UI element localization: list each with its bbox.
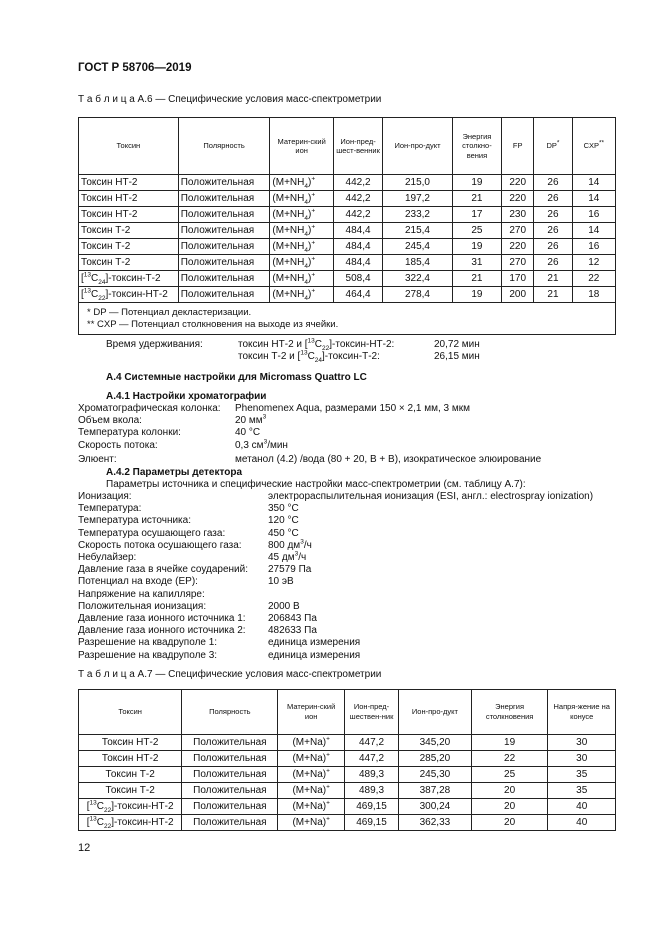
cell-toxin: Токсин НТ-2	[79, 207, 179, 223]
cell-parent: $(M+NH_4)^+$	[270, 175, 333, 191]
cell-energy: 19	[452, 175, 501, 191]
setting-value: 45 $дм^3/ч$	[268, 550, 307, 563]
cell-precursor: 469,15	[344, 799, 398, 815]
cell-product: 300,24	[399, 799, 472, 815]
setting-key: Элюент:	[78, 454, 117, 465]
cell-toxin: Токсин Т-2	[79, 255, 179, 271]
cell-parent: $(M+NH_4)^+$	[270, 239, 333, 255]
table-row	[79, 191, 616, 207]
cell-toxin: Токсин НТ-2	[79, 191, 179, 207]
retention-line1-value: 20,72 мин	[434, 339, 480, 350]
table7	[78, 689, 616, 831]
setting-key: Давление газа в ячейке соударений:	[78, 564, 248, 576]
col-dp-label: DP	[546, 141, 557, 151]
section-a4-title: А.4 Системные настройки для Micromass Quattro LC	[106, 372, 367, 383]
cell-product: 322,4	[383, 271, 453, 287]
cell-cone: 30	[548, 751, 616, 767]
cell-fp: 270	[502, 223, 534, 239]
table6-footnotes	[79, 303, 616, 335]
cell-energy: 22	[471, 751, 548, 767]
cell-energy: 20	[471, 783, 548, 799]
col-toxin: Токсин	[79, 690, 182, 735]
setting-key: Скорость потока:	[78, 439, 158, 451]
cell-parent: (M+Na)+	[278, 815, 344, 831]
cell-fp: 220	[502, 175, 534, 191]
cell-parent: (M+Na)+	[278, 767, 344, 783]
table-row	[79, 735, 616, 751]
cell-cxp: 14	[572, 175, 615, 191]
cell-fp: 220	[502, 239, 534, 255]
table-row	[79, 767, 616, 783]
table-row	[79, 207, 616, 223]
cell-cone: 30	[548, 735, 616, 751]
setting-key: Хроматографическая колонка:	[78, 403, 221, 414]
table7-body	[79, 735, 616, 831]
cell-toxin: Токсин Т-2	[79, 223, 179, 239]
table-row	[79, 287, 616, 303]
cell-precursor: 447,2	[344, 751, 398, 767]
cell-toxin: $[^{13}C_{24}]-токсин-Т-2$	[79, 271, 179, 287]
cell-dp: 26	[534, 255, 572, 271]
col-cone-voltage: Напря-жение на конусе	[548, 690, 616, 735]
cell-product: 245,4	[383, 239, 453, 255]
setting-value: метанол (4.2) /вода (80 + 20, В + В), изократическое элюирование	[235, 454, 542, 465]
setting-value: единица измерения	[268, 637, 361, 649]
retention-line2-text: токсин Т-2 и $[^{13}C_{24}]-токсин-Т-2$:	[238, 349, 380, 364]
cell-dp: 26	[534, 223, 572, 239]
setting-key: Потенциал на входе (ЕР):	[78, 576, 198, 588]
footnote-dp: * DP — Потенциал декластеризации.	[87, 306, 252, 318]
cell-parent: (M+Na)+	[278, 751, 344, 767]
cell-energy: 21	[452, 191, 501, 207]
setting-key: Ионизация:	[78, 491, 132, 502]
cell-polarity: Положительная	[178, 271, 270, 287]
cell-precursor: 489,3	[344, 783, 398, 799]
setting-key: Скорость потока осушающего газа:	[78, 539, 242, 551]
table6-header-row	[79, 118, 616, 175]
setting-key: Температура источника:	[78, 515, 191, 527]
col-parent-ion: Материн-ский ион	[270, 118, 333, 175]
cell-cone: 35	[548, 783, 616, 799]
setting-value: Phenomenex Aqua, размерами 150 × 2,1 мм, 3 мкм	[235, 403, 470, 414]
cell-cone: 35	[548, 767, 616, 783]
setting-key: Небулайзер:	[78, 552, 137, 563]
cell-parent: $(M+NH_4)^+$	[270, 287, 333, 303]
cell-fp: 230	[502, 207, 534, 223]
col-polarity: Полярность	[178, 118, 270, 175]
col-dp-mark: *	[556, 139, 560, 147]
setting-key: Разрешение на квадруполе 3:	[78, 649, 218, 661]
cell-energy: 20	[471, 815, 548, 831]
setting-value: 20 $мм^3$	[235, 413, 267, 427]
cell-cone: 40	[548, 815, 616, 831]
col-precursor-ion: Ион-пред-шествен-ник	[344, 690, 398, 735]
cell-cxp: 14	[572, 223, 615, 239]
cell-fp: 220	[502, 191, 534, 207]
table-row	[79, 783, 616, 799]
cell-precursor: 484,4	[333, 255, 382, 271]
col-collision-energy: Энергия столкновения	[471, 690, 548, 735]
setting-value: 350 °С	[268, 503, 299, 515]
table6-body	[79, 175, 616, 335]
cell-cxp: 22	[572, 271, 615, 287]
setting-value: 482633 Па	[268, 625, 317, 637]
cell-parent: (M+Na)+	[278, 783, 344, 799]
cell-energy: 20	[471, 799, 548, 815]
col-product-ion: Ион-про-дукт	[383, 118, 453, 175]
cell-product: 245,30	[399, 767, 472, 783]
setting-value: 10 эВ	[268, 576, 294, 588]
cell-dp: 21	[534, 287, 572, 303]
cell-polarity: Положительная	[182, 735, 278, 751]
table-row	[79, 239, 616, 255]
table-row	[79, 175, 616, 191]
cell-energy: 25	[471, 767, 548, 783]
cell-precursor: 469,15	[344, 815, 398, 831]
cell-dp: 26	[534, 207, 572, 223]
cell-dp: 26	[534, 175, 572, 191]
footnote-cxp: ** CXP — Потенциал столкновения на выходе из ячейки.	[87, 318, 339, 330]
cell-precursor: 484,4	[333, 223, 382, 239]
cell-product: 233,2	[383, 207, 453, 223]
table7-header-row	[79, 690, 616, 735]
setting-value: 800 $дм^3/ч$	[268, 538, 312, 551]
table-row	[79, 271, 616, 287]
col-precursor-ion: Ион-пред-шест-венник	[333, 118, 382, 175]
col-dp	[534, 118, 572, 175]
cell-polarity: Положительная	[182, 783, 278, 799]
document-header: ГОСТ Р 58706—2019	[78, 62, 192, 74]
cell-precursor: 508,4	[333, 271, 382, 287]
cell-parent: $(M+NH_4)^+$	[270, 223, 333, 239]
cell-dp: 21	[534, 271, 572, 287]
cell-dp: 26	[534, 191, 572, 207]
cell-energy: 19	[471, 735, 548, 751]
setting-value: 0,3 $см^3$/мин	[235, 438, 288, 451]
table6	[78, 117, 616, 335]
cell-cxp: 14	[572, 191, 615, 207]
section-a42-title: А.4.2 Параметры детектора	[106, 467, 243, 478]
cell-toxin: $[^{13}C_{22}]-токсин-НТ-2$	[79, 287, 179, 303]
col-cxp	[572, 118, 615, 175]
cell-dp: 26	[534, 239, 572, 255]
cell-polarity: Положительная	[178, 207, 270, 223]
cell-parent: $(M+NH_4)^+$	[270, 255, 333, 271]
cell-cxp: 16	[572, 207, 615, 223]
page-number: 12	[78, 842, 91, 854]
setting-value: электрораспылительная ионизация (ESI, англ.: electrospray ionization)	[268, 491, 594, 502]
cell-precursor: 464,4	[333, 287, 382, 303]
cell-product: 345,20	[399, 735, 472, 751]
table-row	[79, 223, 616, 239]
cell-parent: $(M+NH_4)^+$	[270, 271, 333, 287]
cell-toxin: Токсин НТ-2	[79, 751, 182, 767]
table-row	[79, 255, 616, 271]
setting-value: 27579 Па	[268, 564, 312, 576]
cell-precursor: 489,3	[344, 767, 398, 783]
cell-parent: $(M+NH_4)^+$	[270, 191, 333, 207]
col-product-ion: Ион-про-дукт	[399, 690, 472, 735]
cell-fp: 200	[502, 287, 534, 303]
retention-line1-text: токсин НТ-2 и $[^{13}C_{22}]-токсин-НТ-2$:	[238, 337, 395, 352]
col-fp: FP	[502, 118, 534, 175]
cell-energy: 19	[452, 287, 501, 303]
setting-value: единица измерения	[268, 649, 361, 661]
cell-fp: 270	[502, 255, 534, 271]
cell-product: 387,28	[399, 783, 472, 799]
setting-key: Температура колонки:	[78, 427, 181, 439]
cell-product: 185,4	[383, 255, 453, 271]
setting-key: Температура:	[78, 503, 142, 515]
setting-value: 206843 Па	[268, 613, 317, 624]
cell-energy: 31	[452, 255, 501, 271]
cell-polarity: Положительная	[178, 175, 270, 191]
cell-toxin: $[^{13}C_{22}]-токсин-НТ-2$	[79, 799, 182, 815]
cell-toxin: Токсин Т-2	[79, 783, 182, 799]
setting-key: Напряжение на капилляре:	[78, 588, 205, 600]
cell-precursor: 442,2	[333, 191, 382, 207]
col-toxin: Токсин	[79, 118, 179, 175]
cell-precursor: 484,4	[333, 239, 382, 255]
setting-value: 2000 В	[268, 600, 300, 612]
col-cxp-mark: **	[598, 139, 605, 147]
cell-toxin: Токсин Т-2	[79, 239, 179, 255]
cell-polarity: Положительная	[182, 815, 278, 831]
setting-key: Давление газа ионного источника 2:	[78, 625, 246, 637]
cell-energy: 19	[452, 239, 501, 255]
cell-toxin: Токсин НТ-2	[79, 735, 182, 751]
cell-polarity: Положительная	[182, 799, 278, 815]
table-row	[79, 799, 616, 815]
footnote-cell	[79, 303, 616, 335]
setting-value: 450 °С	[268, 527, 299, 539]
cell-cone: 40	[548, 799, 616, 815]
cell-polarity: Положительная	[178, 191, 270, 207]
setting-key: Разрешение на квадруполе 1:	[78, 637, 218, 649]
col-parent-ion: Материн-ский ион	[278, 690, 344, 735]
cell-parent: (M+Na)+	[278, 799, 344, 815]
table7-caption: Т а б л и ц а А.7 — Специфические условия масс-спектрометрии	[78, 669, 382, 680]
setting-value: 120 °С	[268, 515, 299, 527]
cell-cxp: 12	[572, 255, 615, 271]
setting-value: 40 °С	[235, 427, 261, 439]
cell-polarity: Положительная	[178, 223, 270, 239]
table-row	[79, 751, 616, 767]
cell-cxp: 18	[572, 287, 615, 303]
section-a42-intro: Параметры источника и специфические настройки масс-спектрометрии (см. таблицу А.7):	[106, 479, 526, 490]
cell-polarity: Положительная	[178, 239, 270, 255]
cell-polarity: Положительная	[182, 767, 278, 783]
cell-fp: 170	[502, 271, 534, 287]
cell-product: 197,2	[383, 191, 453, 207]
cell-polarity: Положительная	[178, 255, 270, 271]
cell-cxp: 16	[572, 239, 615, 255]
col-polarity: Полярность	[182, 690, 278, 735]
setting-key: Объем вкола:	[78, 415, 142, 427]
section-a41-title: А.4.1 Настройки хроматографии	[106, 391, 267, 402]
cell-toxin: Токсин НТ-2	[79, 175, 179, 191]
cell-precursor: 442,2	[333, 207, 382, 223]
cell-toxin: Токсин Т-2	[79, 767, 182, 783]
cell-product: 215,4	[383, 223, 453, 239]
cell-parent: $(M+NH_4)^+$	[270, 207, 333, 223]
cell-energy: 17	[452, 207, 501, 223]
cell-precursor: 447,2	[344, 735, 398, 751]
setting-key: Положительная ионизация:	[78, 600, 207, 612]
retention-label: Время удерживания:	[106, 339, 203, 350]
setting-key: Давление газа ионного источника 1:	[78, 613, 246, 624]
cell-product: 215,0	[383, 175, 453, 191]
cell-product: 362,33	[399, 815, 472, 831]
setting-key: Температура осушающего газа:	[78, 527, 226, 539]
cell-product: 278,4	[383, 287, 453, 303]
table-row	[79, 815, 616, 831]
cell-energy: 21	[452, 271, 501, 287]
cell-product: 285,20	[399, 751, 472, 767]
retention-line2-value: 26,15 мин	[434, 351, 480, 362]
cell-toxin: $[^{13}C_{22}]-токсин-НТ-2$	[79, 815, 182, 831]
cell-precursor: 442,2	[333, 175, 382, 191]
cell-polarity: Положительная	[182, 751, 278, 767]
col-collision-energy: Энергия столкно-вения	[452, 118, 501, 175]
cell-polarity: Положительная	[178, 287, 270, 303]
cell-parent: (M+Na)+	[278, 735, 344, 751]
col-cxp-label: CXP	[583, 141, 599, 151]
cell-energy: 25	[452, 223, 501, 239]
table6-caption: Т а б л и ц а А.6 — Специфические условия масс-спектрометрии	[78, 94, 382, 105]
